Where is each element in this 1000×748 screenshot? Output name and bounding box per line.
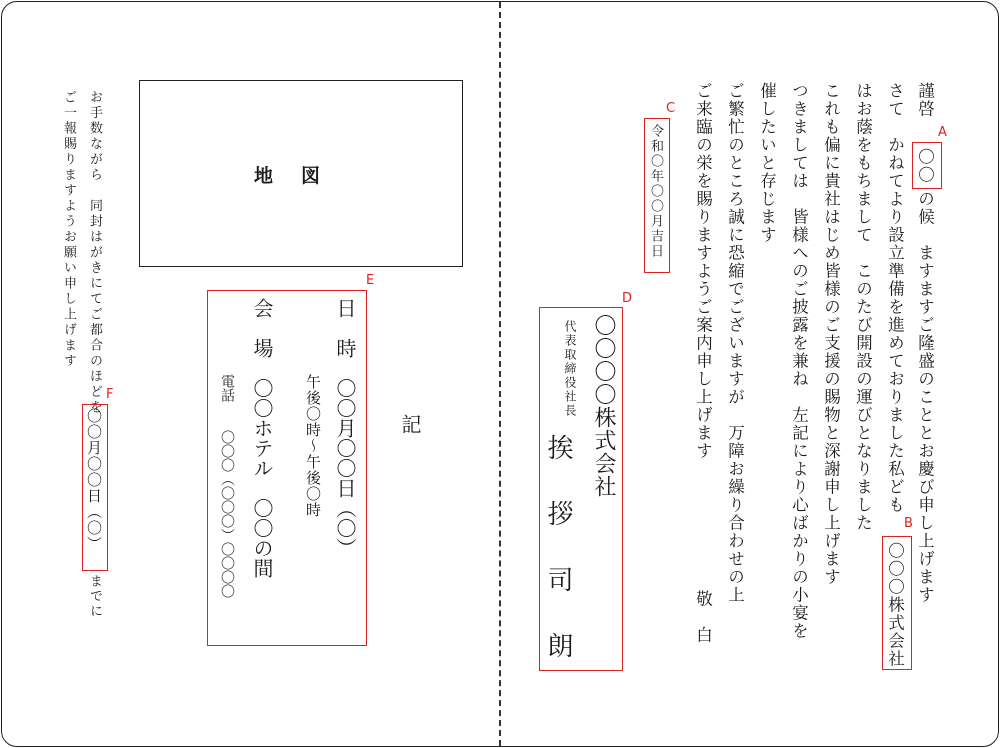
season-greeting: の候 ますますご隆盛のこととお慶び申し上げます (915, 190, 935, 604)
fold-line (499, 2, 501, 746)
letter-line-8: ご繁忙のところ誠に恐縮でございますが 万障お繰り合わせの上 (725, 82, 745, 604)
marker-c: C (666, 101, 676, 116)
marker-a: A (938, 125, 947, 140)
closing-keihaku: 敬 白 (693, 590, 713, 644)
opening-greeting: 謹啓 (915, 82, 935, 118)
date-line: 令和〇年〇〇月吉日 (648, 124, 663, 259)
letter-line-3: さて かねてより設立準備を進めておりました私ども (885, 82, 905, 514)
letter-line-4: はお蔭をもちまして このたび開設の運びとなりました (853, 82, 873, 532)
phone-label: 電話 (219, 374, 235, 402)
invitation-card (1, 1, 999, 747)
letter-line-9: ご来臨の栄を賜りますようご案内申し上げます (693, 82, 713, 460)
marker-box-c (644, 118, 670, 273)
reply-deadline: 〇〇月〇〇日（〇） (85, 408, 103, 552)
sender-title: 代表取締役社長 (563, 320, 577, 418)
time-value: 午後〇時～午後〇時 (304, 374, 322, 518)
venue-label: 会 場 (250, 298, 274, 358)
reply-deadline-suffix: までに (87, 574, 102, 619)
sender-company-inline: 〇〇〇株式会社 (885, 542, 905, 668)
sender-name-char-3: 司 (543, 566, 573, 592)
sender-name-char-2: 拶 (543, 500, 573, 526)
letter-line-5: これも偏に貴社はじめ皆様のご支援の賜物と深謝申し上げます (821, 82, 841, 586)
season-blank: 〇〇 (915, 148, 935, 184)
map-placeholder (139, 80, 463, 267)
ki-heading: 記 (398, 414, 422, 434)
marker-f: F (106, 387, 114, 402)
reply-line-2: ご一報賜りますようお願い申し上げます (61, 90, 76, 369)
sender-name-char-4: 朗 (543, 632, 573, 658)
marker-box-b (882, 536, 912, 670)
sender-name-char-1: 挨 (543, 434, 573, 460)
map-label: 地図 (253, 165, 348, 187)
reply-line-1: お手数ながら 同封はがきにてご都合のほどを (87, 90, 102, 416)
marker-box-a (912, 142, 942, 189)
sender-company: 〇〇〇〇株式会社 (591, 314, 616, 498)
date-value: 〇〇月〇〇日（〇） (333, 378, 357, 558)
letter-line-6: つきましては 皆様へのご披露を兼ね 左記により心ばかりの小宴を (789, 82, 809, 640)
marker-e: E (366, 273, 375, 288)
date-label: 日 時 (333, 298, 357, 358)
marker-b: B (904, 516, 913, 531)
letter-line-7: 催したいと存じます (757, 82, 777, 244)
venue-value: 〇〇ホテル 〇〇の間 (250, 378, 274, 578)
marker-box-f (82, 404, 108, 571)
phone-value: 〇〇〇（〇〇〇）〇〇〇〇 (219, 430, 235, 598)
marker-d: D (622, 291, 633, 306)
